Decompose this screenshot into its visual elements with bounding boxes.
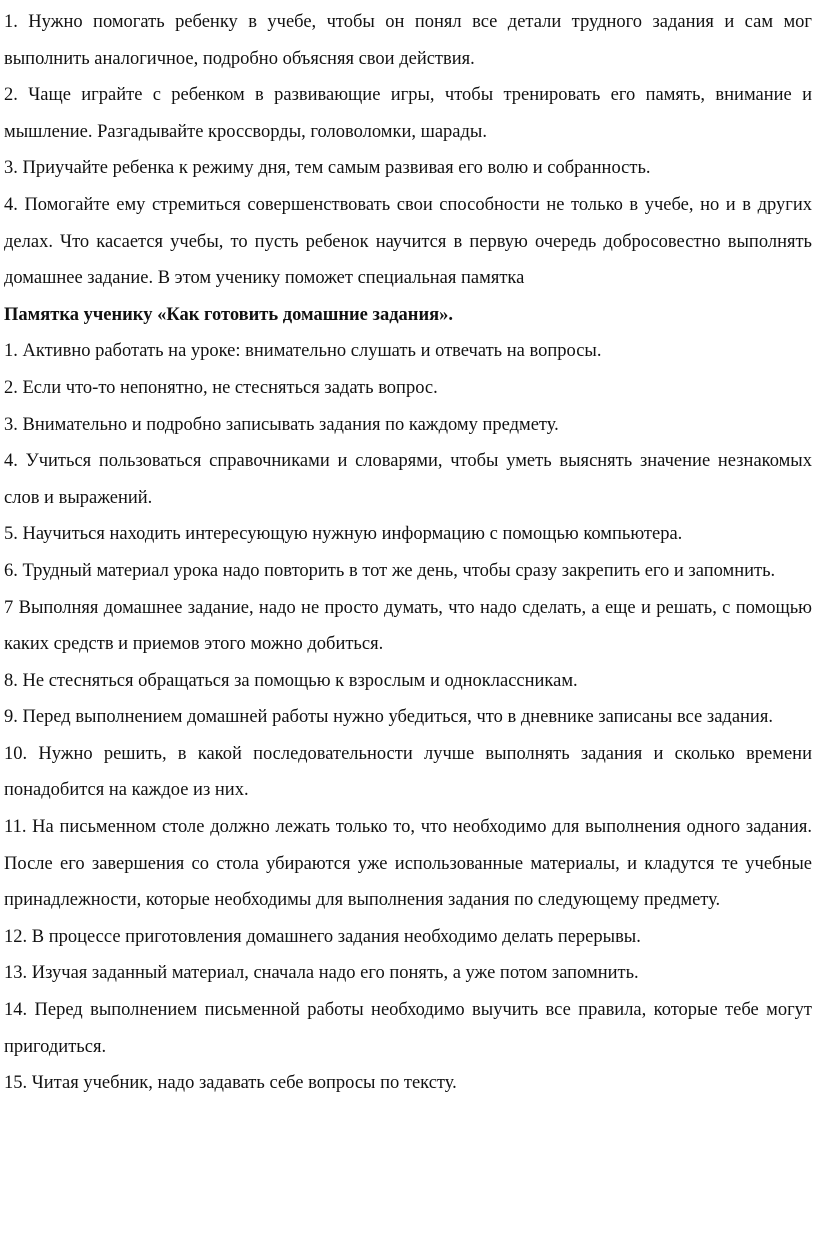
memo-item-7: 7 Выполняя домашнее задание, надо не просто думать, что надо сделать, а еще и решать, с помощью каких средств и приемов этого можно добиться. — [4, 597, 812, 655]
intro-item-3: 3. Приучайте ребенка к режиму дня, тем самым развивая его волю и собранность. — [4, 158, 651, 179]
memo-item-15: 15. Читая учебник, надо задавать себе вопросы по тексту. — [4, 1073, 457, 1094]
memo-item-1: 1. Активно работать на уроке: внимательно слушать и отвечать на вопросы. — [4, 341, 602, 362]
memo-item-4: 4. Учиться пользоваться справочниками и словарями, чтобы уметь выяснять значение незнакомых слов и выражений. — [4, 451, 812, 508]
intro-item-1: 1. Нужно помогать ребенку в учебе, чтобы он понял все детали трудного задания и сам мог выполнить аналогичное, подробно объясняя свои действия. — [4, 12, 812, 69]
memo-item-9: 9. Перед выполнением домашней работы нужно убедиться, что в дневнике записаны все задания. — [4, 707, 773, 728]
memo-item-13: 13. Изучая заданный материал, сначала надо его понять, а уже потом запомнить. — [4, 963, 639, 984]
memo-item-8: 8. Не стесняться обращаться за помощью к взрослым и одноклассникам. — [4, 670, 578, 691]
memo-item-6: 6. Трудный материал урока надо повторить в тот же день, чтобы сразу закрепить его и запомнить. — [4, 560, 776, 581]
memo-title: Памятка ученику «Как готовить домашние задания». — [4, 304, 454, 325]
memo-item-2: 2. Если что-то непонятно, не стесняться задать вопрос. — [4, 377, 438, 398]
intro-item-4: 4. Помогайте ему стремиться совершенствовать свои способности не только в учебе, но и в других делах. Что касается учебы, то пусть ребенок научится в первую очередь добросовестно выполнять домашнее задание. В этом ученику поможет специальная памятка — [4, 194, 812, 289]
memo-item-10: 10. Нужно решить, в какой последовательности лучше выполнять задания и сколько времени понадобится на каждое из них. — [4, 743, 812, 801]
memo-item-12: 12. В процессе приготовления домашнего задания необходимо делать перерывы. — [4, 926, 641, 947]
memo-item-11: 11. На письменном столе должно лежать только то, что необходимо для выполнения одного задания. После его завершения со стола убираются уже использованные материалы, и кладутся те учебные принадлежности, которые необходимы для выполнения задания по следующему предмету. — [4, 817, 812, 911]
intro-item-2: 2. Чаще играйте с ребенком в развивающие игры, чтобы тренировать его память, внимание и мышление. Разгадывайте кроссворды, головоломки, шарады. — [4, 85, 812, 142]
memo-item-5: 5. Научиться находить интересующую нужную информацию с помощью компьютера. — [4, 524, 683, 545]
memo-item-3: 3. Внимательно и подробно записывать задания по каждому предмету. — [4, 414, 559, 435]
memo-item-14: 14. Перед выполнением письменной работы необходимо выучить все правила, которые тебе могут пригодиться. — [4, 1000, 812, 1057]
